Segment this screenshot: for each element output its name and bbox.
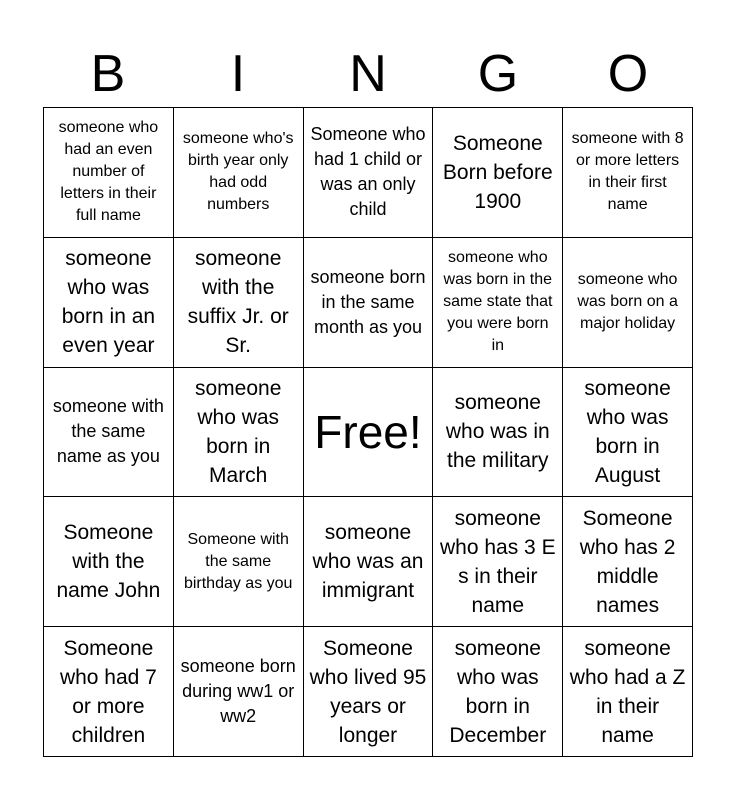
bingo-cell-r4-c1 bbox=[44, 497, 174, 627]
bingo-cell-r2-c2 bbox=[174, 238, 304, 368]
cell-text: someone who was born in August bbox=[584, 376, 671, 487]
cell-text: someone with the suffix Jr. or Sr. bbox=[187, 247, 289, 358]
cell-text: someone who was born in an even year bbox=[61, 247, 156, 358]
cell-text: someone who was born in December bbox=[449, 636, 547, 747]
bingo-cell-free bbox=[304, 368, 434, 498]
bingo-cell-r3-c1 bbox=[44, 368, 174, 498]
bingo-cell-r2-c3 bbox=[304, 238, 434, 368]
bingo-cell-r4-c2 bbox=[174, 497, 304, 627]
bingo-cell-r5-c3 bbox=[304, 627, 434, 757]
bingo-cell-r3-c4 bbox=[433, 368, 563, 498]
header-letter-i: I bbox=[230, 45, 246, 103]
bingo-cell-r3-c2 bbox=[174, 368, 304, 498]
header-letter-n: N bbox=[349, 45, 387, 103]
bingo-cell-r1-c5 bbox=[563, 108, 693, 238]
cell-text: Someone with the name John bbox=[56, 521, 161, 603]
header-letter-g: G bbox=[477, 45, 519, 103]
bingo-cell-r4-c4 bbox=[433, 497, 563, 627]
bingo-cell-r4-c3 bbox=[304, 497, 434, 627]
cell-text: Someone Born before 1900 bbox=[442, 131, 553, 213]
cell-text: someone who had an even number of letters in their full name bbox=[58, 119, 159, 225]
bingo-cell-r3-c5 bbox=[563, 368, 693, 498]
cell-text: Someone who had 7 or more children bbox=[59, 636, 157, 747]
bingo-board bbox=[43, 107, 693, 757]
cell-text: someone who was born in March bbox=[195, 376, 282, 487]
bingo-header bbox=[43, 40, 693, 108]
cell-text: someone born in the same month as you bbox=[310, 266, 426, 337]
header-letter-o: O bbox=[607, 45, 649, 103]
cell-text: Someone who has 2 middle names bbox=[579, 506, 676, 617]
bingo-cell-r4-c5 bbox=[563, 497, 693, 627]
bingo-cell-r2-c1 bbox=[44, 238, 174, 368]
bingo-cell-r5-c5 bbox=[563, 627, 693, 757]
cell-text: someone who's birth year only had odd numbers bbox=[182, 130, 294, 214]
bingo-cell-r1-c3 bbox=[304, 108, 434, 238]
bingo-cell-r5-c1 bbox=[44, 627, 174, 757]
cell-text: Someone with the same birthday as you bbox=[183, 530, 293, 592]
cell-text: Someone who had 1 child or was an only child bbox=[310, 124, 426, 220]
bingo-cell-r2-c4 bbox=[433, 238, 563, 368]
free-space-text: Free! bbox=[314, 405, 422, 458]
cell-text: someone born during ww1 or ww2 bbox=[180, 656, 296, 727]
bingo-cell-r2-c5 bbox=[563, 238, 693, 368]
bingo-cell-r1-c2 bbox=[174, 108, 304, 238]
bingo-cell-r5-c2 bbox=[174, 627, 304, 757]
cell-text: Someone who lived 95 years or longer bbox=[309, 636, 427, 747]
bingo-cell-r1-c1 bbox=[44, 108, 174, 238]
cell-text: someone who was an immigrant bbox=[312, 521, 424, 603]
cell-text: someone who has 3 E s in their name bbox=[440, 506, 556, 617]
cell-text: someone with 8 or more letters in their first name bbox=[571, 130, 684, 214]
cell-text: someone with the same name as you bbox=[52, 396, 164, 467]
bingo-cell-r5-c4 bbox=[433, 627, 563, 757]
cell-text: someone who was born on a major holiday bbox=[577, 271, 678, 333]
header-letter-b: B bbox=[90, 45, 126, 103]
cell-text: someone who had a Z in their name bbox=[569, 636, 686, 747]
cell-text: someone who was born in the same state that you were born in bbox=[443, 249, 553, 355]
bingo-cell-r1-c4 bbox=[433, 108, 563, 238]
cell-text: someone who was in the military bbox=[445, 391, 550, 473]
